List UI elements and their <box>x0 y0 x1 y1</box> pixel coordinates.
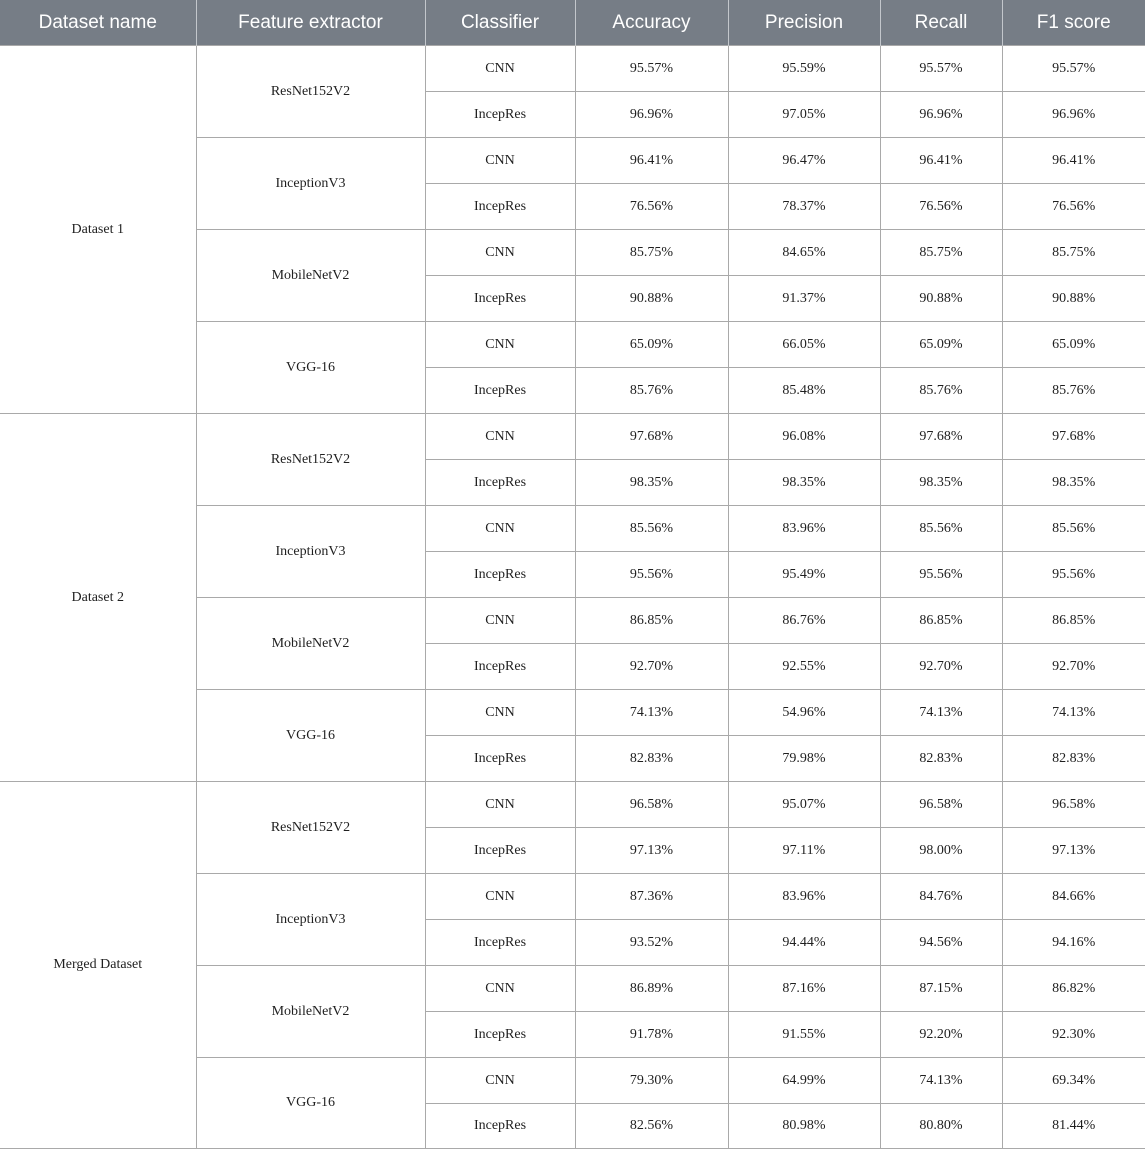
recall-cell: 96.96% <box>880 92 1002 138</box>
accuracy-cell: 98.35% <box>575 460 728 506</box>
f1-score-cell: 81.44% <box>1002 1104 1145 1149</box>
f1-score-cell: 96.96% <box>1002 92 1145 138</box>
classifier-cell: CNN <box>425 598 575 644</box>
precision-cell: 97.05% <box>728 92 880 138</box>
feature-extractor-cell: VGG-16 <box>196 1058 425 1149</box>
f1-score-cell: 85.76% <box>1002 368 1145 414</box>
precision-cell: 85.48% <box>728 368 880 414</box>
classifier-cell: CNN <box>425 506 575 552</box>
precision-cell: 78.37% <box>728 184 880 230</box>
classifier-cell: IncepRes <box>425 1104 575 1149</box>
f1-score-cell: 74.13% <box>1002 690 1145 736</box>
accuracy-cell: 65.09% <box>575 322 728 368</box>
classifier-cell: CNN <box>425 322 575 368</box>
f1-score-cell: 82.83% <box>1002 736 1145 782</box>
f1-score-cell: 90.88% <box>1002 276 1145 322</box>
accuracy-cell: 82.83% <box>575 736 728 782</box>
classifier-cell: IncepRes <box>425 828 575 874</box>
header-recall: Recall <box>880 0 1002 46</box>
f1-score-cell: 98.35% <box>1002 460 1145 506</box>
classifier-cell: IncepRes <box>425 736 575 782</box>
accuracy-cell: 85.56% <box>575 506 728 552</box>
recall-cell: 92.20% <box>880 1012 1002 1058</box>
f1-score-cell: 76.56% <box>1002 184 1145 230</box>
f1-score-cell: 65.09% <box>1002 322 1145 368</box>
feature-extractor-cell: InceptionV3 <box>196 138 425 230</box>
accuracy-cell: 96.96% <box>575 92 728 138</box>
precision-cell: 54.96% <box>728 690 880 736</box>
precision-cell: 94.44% <box>728 920 880 966</box>
f1-score-cell: 69.34% <box>1002 1058 1145 1104</box>
accuracy-cell: 86.85% <box>575 598 728 644</box>
recall-cell: 87.15% <box>880 966 1002 1012</box>
recall-cell: 80.80% <box>880 1104 1002 1149</box>
recall-cell: 85.76% <box>880 368 1002 414</box>
classifier-cell: IncepRes <box>425 92 575 138</box>
precision-cell: 83.96% <box>728 874 880 920</box>
feature-extractor-cell: InceptionV3 <box>196 874 425 966</box>
recall-cell: 94.56% <box>880 920 1002 966</box>
classifier-cell: CNN <box>425 690 575 736</box>
accuracy-cell: 97.13% <box>575 828 728 874</box>
feature-extractor-cell: ResNet152V2 <box>196 414 425 506</box>
precision-cell: 86.76% <box>728 598 880 644</box>
recall-cell: 76.56% <box>880 184 1002 230</box>
classifier-cell: CNN <box>425 230 575 276</box>
recall-cell: 65.09% <box>880 322 1002 368</box>
f1-score-cell: 97.68% <box>1002 414 1145 460</box>
accuracy-cell: 85.76% <box>575 368 728 414</box>
precision-cell: 96.08% <box>728 414 880 460</box>
precision-cell: 79.98% <box>728 736 880 782</box>
feature-extractor-cell: MobileNetV2 <box>196 598 425 690</box>
precision-cell: 98.35% <box>728 460 880 506</box>
feature-extractor-cell: MobileNetV2 <box>196 966 425 1058</box>
header-dataset-name: Dataset name <box>0 0 196 46</box>
f1-score-cell: 86.82% <box>1002 966 1145 1012</box>
accuracy-cell: 85.75% <box>575 230 728 276</box>
accuracy-cell: 95.56% <box>575 552 728 598</box>
classifier-cell: IncepRes <box>425 460 575 506</box>
accuracy-cell: 97.68% <box>575 414 728 460</box>
recall-cell: 74.13% <box>880 1058 1002 1104</box>
accuracy-cell: 92.70% <box>575 644 728 690</box>
table-header <box>0 0 1145 46</box>
classifier-cell: IncepRes <box>425 1012 575 1058</box>
classifier-cell: CNN <box>425 46 575 92</box>
classifier-cell: IncepRes <box>425 920 575 966</box>
classifier-cell: CNN <box>425 138 575 184</box>
precision-cell: 91.55% <box>728 1012 880 1058</box>
accuracy-cell: 91.78% <box>575 1012 728 1058</box>
recall-cell: 96.41% <box>880 138 1002 184</box>
f1-score-cell: 95.57% <box>1002 46 1145 92</box>
precision-cell: 97.11% <box>728 828 880 874</box>
precision-cell: 95.49% <box>728 552 880 598</box>
header-classifier: Classifier <box>425 0 575 46</box>
header-feature-extractor: Feature extractor <box>196 0 425 46</box>
recall-cell: 82.83% <box>880 736 1002 782</box>
accuracy-cell: 79.30% <box>575 1058 728 1104</box>
table-row <box>0 782 1145 828</box>
classifier-cell: CNN <box>425 782 575 828</box>
precision-cell: 83.96% <box>728 506 880 552</box>
dataset-name-cell: Dataset 1 <box>0 46 196 414</box>
precision-cell: 64.99% <box>728 1058 880 1104</box>
accuracy-cell: 93.52% <box>575 920 728 966</box>
f1-score-cell: 92.30% <box>1002 1012 1145 1058</box>
accuracy-cell: 82.56% <box>575 1104 728 1149</box>
recall-cell: 98.35% <box>880 460 1002 506</box>
classifier-cell: IncepRes <box>425 184 575 230</box>
recall-cell: 97.68% <box>880 414 1002 460</box>
precision-cell: 95.59% <box>728 46 880 92</box>
dataset-name-cell: Dataset 2 <box>0 414 196 782</box>
table-body <box>0 46 1145 1149</box>
f1-score-cell: 85.56% <box>1002 506 1145 552</box>
recall-cell: 84.76% <box>880 874 1002 920</box>
f1-score-cell: 92.70% <box>1002 644 1145 690</box>
classifier-cell: IncepRes <box>425 552 575 598</box>
header-f1-score: F1 score <box>1002 0 1145 46</box>
header-precision: Precision <box>728 0 880 46</box>
recall-cell: 86.85% <box>880 598 1002 644</box>
recall-cell: 85.75% <box>880 230 1002 276</box>
feature-extractor-cell: ResNet152V2 <box>196 782 425 874</box>
f1-score-cell: 95.56% <box>1002 552 1145 598</box>
precision-cell: 80.98% <box>728 1104 880 1149</box>
f1-score-cell: 84.66% <box>1002 874 1145 920</box>
classifier-cell: CNN <box>425 1058 575 1104</box>
f1-score-cell: 86.85% <box>1002 598 1145 644</box>
classifier-cell: IncepRes <box>425 276 575 322</box>
precision-cell: 91.37% <box>728 276 880 322</box>
classifier-cell: CNN <box>425 874 575 920</box>
recall-cell: 95.57% <box>880 46 1002 92</box>
recall-cell: 98.00% <box>880 828 1002 874</box>
recall-cell: 74.13% <box>880 690 1002 736</box>
recall-cell: 92.70% <box>880 644 1002 690</box>
classifier-cell: CNN <box>425 414 575 460</box>
accuracy-cell: 95.57% <box>575 46 728 92</box>
precision-cell: 96.47% <box>728 138 880 184</box>
table-row <box>0 414 1145 460</box>
dataset-name-cell: Merged Dataset <box>0 782 196 1149</box>
recall-cell: 85.56% <box>880 506 1002 552</box>
accuracy-cell: 74.13% <box>575 690 728 736</box>
recall-cell: 96.58% <box>880 782 1002 828</box>
f1-score-cell: 85.75% <box>1002 230 1145 276</box>
accuracy-cell: 96.58% <box>575 782 728 828</box>
precision-cell: 95.07% <box>728 782 880 828</box>
recall-cell: 95.56% <box>880 552 1002 598</box>
f1-score-cell: 96.58% <box>1002 782 1145 828</box>
classifier-cell: IncepRes <box>425 644 575 690</box>
feature-extractor-cell: MobileNetV2 <box>196 230 425 322</box>
accuracy-cell: 90.88% <box>575 276 728 322</box>
f1-score-cell: 96.41% <box>1002 138 1145 184</box>
header-row <box>0 0 1145 46</box>
accuracy-cell: 76.56% <box>575 184 728 230</box>
feature-extractor-cell: ResNet152V2 <box>196 46 425 138</box>
classifier-cell: CNN <box>425 966 575 1012</box>
f1-score-cell: 97.13% <box>1002 828 1145 874</box>
precision-cell: 87.16% <box>728 966 880 1012</box>
header-accuracy: Accuracy <box>575 0 728 46</box>
precision-cell: 84.65% <box>728 230 880 276</box>
classifier-cell: IncepRes <box>425 368 575 414</box>
accuracy-cell: 86.89% <box>575 966 728 1012</box>
accuracy-cell: 96.41% <box>575 138 728 184</box>
feature-extractor-cell: VGG-16 <box>196 690 425 782</box>
feature-extractor-cell: InceptionV3 <box>196 506 425 598</box>
accuracy-cell: 87.36% <box>575 874 728 920</box>
precision-cell: 66.05% <box>728 322 880 368</box>
recall-cell: 90.88% <box>880 276 1002 322</box>
feature-extractor-cell: VGG-16 <box>196 322 425 414</box>
precision-cell: 92.55% <box>728 644 880 690</box>
f1-score-cell: 94.16% <box>1002 920 1145 966</box>
table-row <box>0 46 1145 92</box>
